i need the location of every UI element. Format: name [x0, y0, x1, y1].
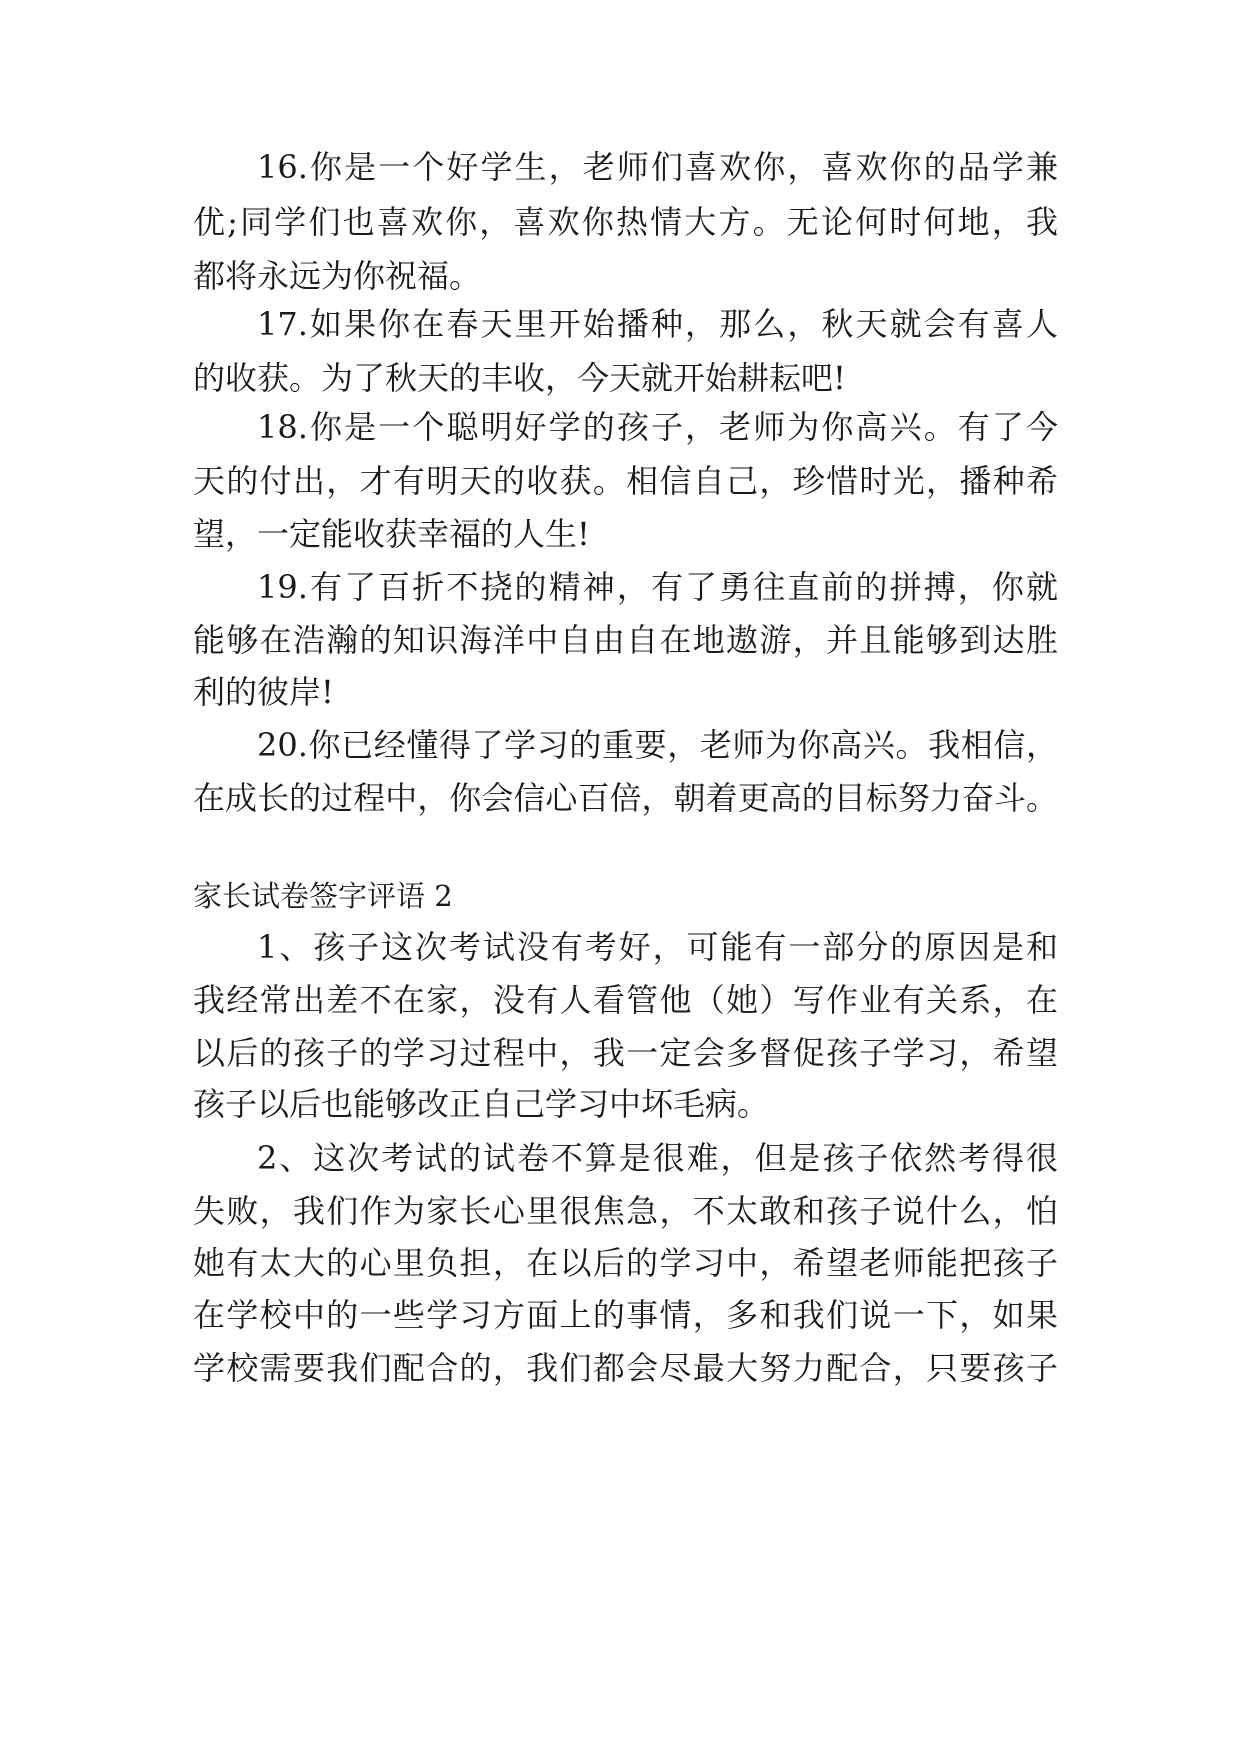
comment-18-line-2: 天的付出，才有明天的收获。相信自己，珍惜时光，播种希 — [193, 462, 1058, 500]
comment-19-line-2: 能够在浩瀚的知识海洋中自由自在地遨游，并且能够到达胜 — [193, 621, 1058, 659]
comment-17-line-1: 17.如果你在春天里开始播种，那么，秋天就会有喜人 — [257, 305, 1058, 343]
parent-comment-1-line-1: 1、孩子这次考试没有考好，可能有一部分的原因是和 — [257, 928, 1058, 966]
section-heading: 家长试卷签字评语 2 — [193, 879, 453, 913]
comment-17-line-2: 的收获。为了秋天的丰收，今天就开始耕耘吧! — [193, 359, 846, 397]
parent-comment-2-line-1: 2、这次考试的试卷不算是很难，但是孩子依然考得很 — [257, 1139, 1058, 1177]
parent-comment-2-line-5: 学校需要我们配合的，我们都会尽最大努力配合，只要孩子 — [193, 1349, 1058, 1387]
comment-19-line-1: 19.有了百折不挠的精神，有了勇往直前的拼搏，你就 — [257, 568, 1058, 606]
comment-16-line-1: 16.你是一个好学生，老师们喜欢你，喜欢你的品学兼 — [257, 148, 1058, 186]
parent-comment-2-line-4: 在学校中的一些学习方面上的事情，多和我们说一下，如果 — [193, 1296, 1058, 1334]
parent-comment-2-line-3: 她有太大的心里负担，在以后的学习中，希望老师能把孩子 — [193, 1244, 1058, 1282]
parent-comment-1-line-3: 以后的孩子的学习过程中，我一定会多督促孩子学习，希望 — [193, 1034, 1058, 1072]
comment-18-line-1: 18.你是一个聪明好学的孩子，老师为你高兴。有了今 — [257, 408, 1058, 446]
comment-19-line-3: 利的彼岸! — [193, 673, 334, 711]
comment-20-line-1: 20.你已经懂得了学习的重要，老师为你高兴。我相信， — [257, 726, 1058, 764]
parent-comment-1-line-2: 我经常出差不在家，没有人看管他（她）写作业有关系，在 — [193, 981, 1058, 1019]
comment-20-line-2: 在成长的过程中，你会信心百倍，朝着更高的目标努力奋斗。 — [193, 779, 1058, 817]
parent-comment-2-line-2: 失败，我们作为家长心里很焦急，不太敢和孩子说什么，怕 — [193, 1192, 1058, 1230]
parent-comment-1-line-4: 孩子以后也能够改正自己学习中坏毛病。 — [193, 1085, 770, 1123]
comment-16-line-3: 都将永远为你祝福。 — [193, 257, 482, 295]
comment-18-line-3: 望，一定能收获幸福的人生! — [193, 515, 590, 553]
comment-16-line-2: 优;同学们也喜欢你，喜欢你热情大方。无论何时何地，我 — [193, 203, 1058, 241]
